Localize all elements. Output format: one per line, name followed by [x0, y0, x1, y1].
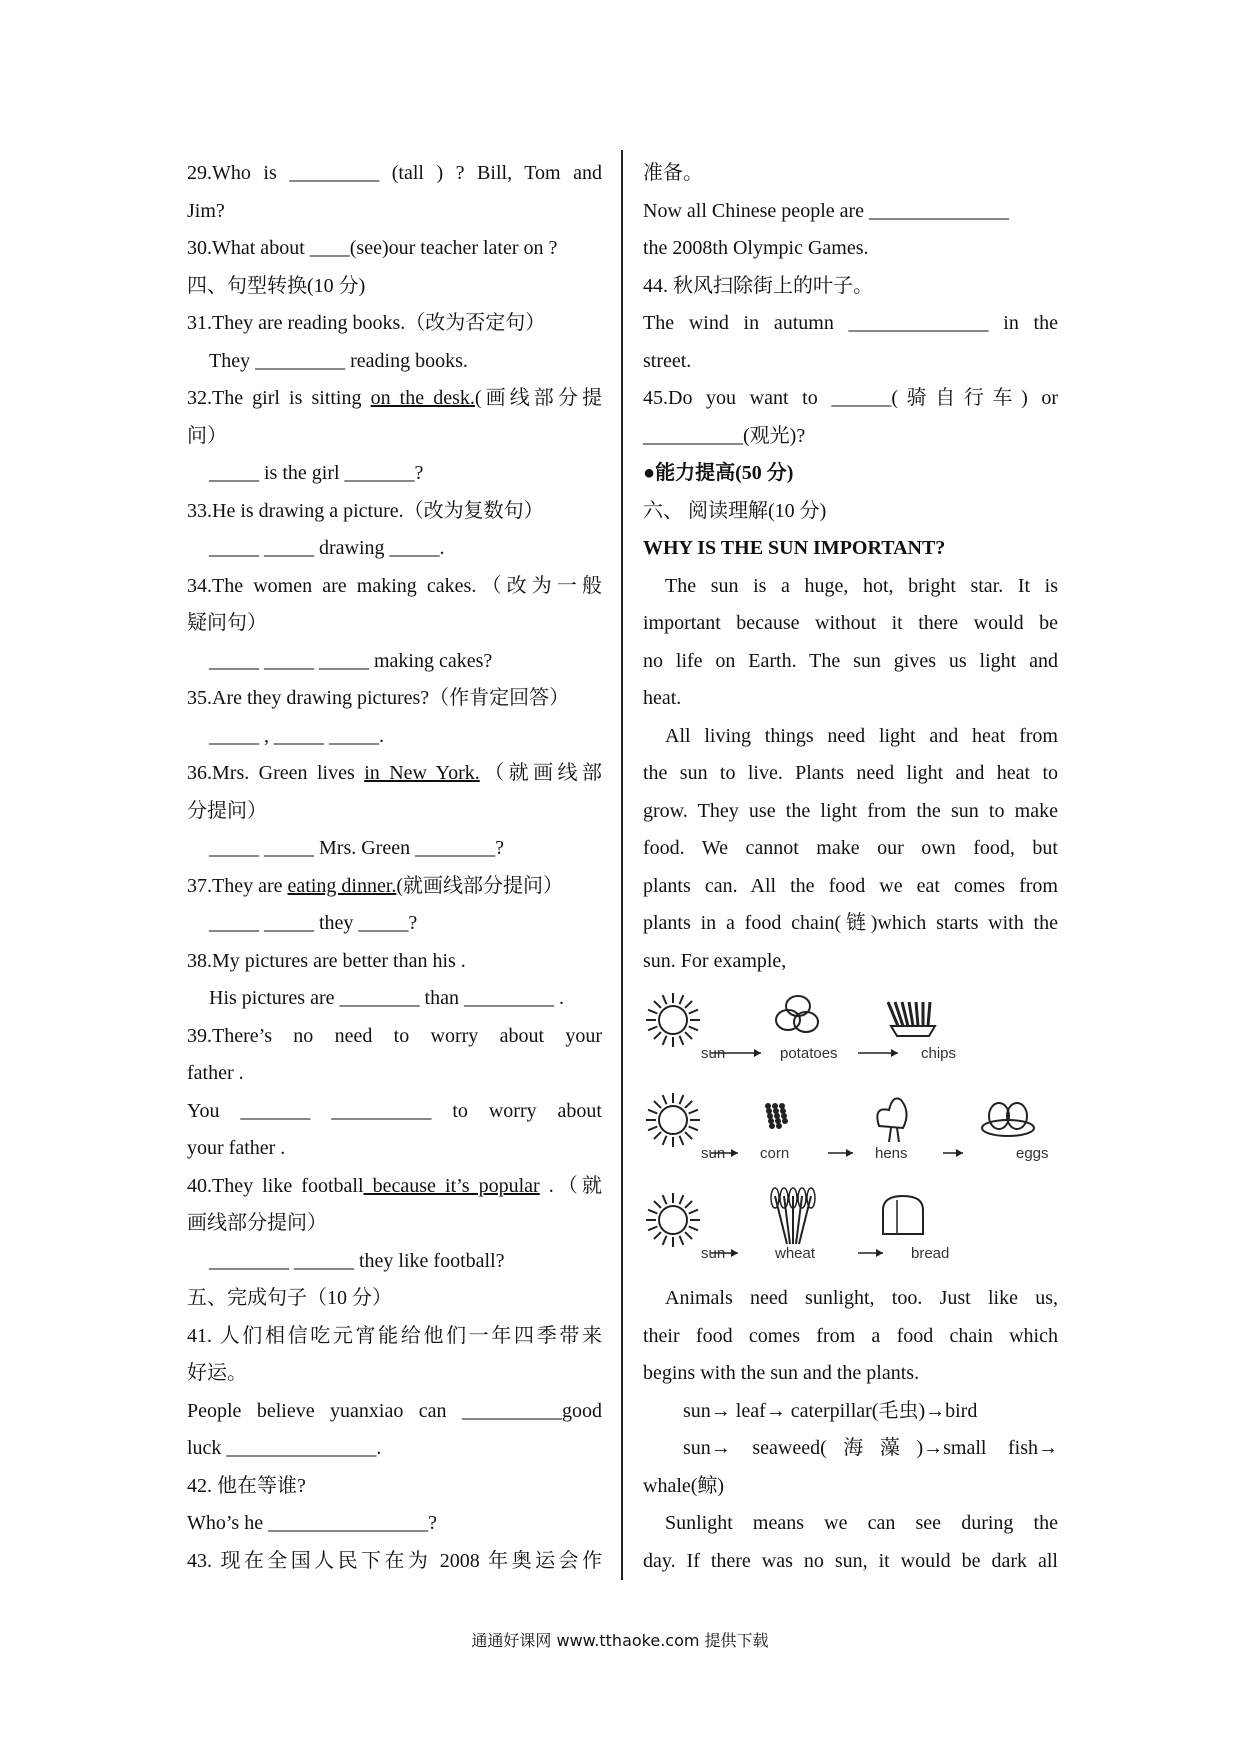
sun-icon — [646, 1093, 700, 1147]
underlined-segment: in New York. — [364, 762, 480, 784]
text-line: 30.What about ____(see)our teacher later on ? — [187, 237, 558, 259]
sun-ray — [685, 1101, 692, 1108]
sun-core — [659, 1106, 687, 1134]
text-line: His pictures are ________ than _________ . — [209, 987, 564, 1009]
food-chain-svg — [643, 980, 1058, 1280]
text-line: important because without it there would be — [643, 612, 1058, 634]
arrow-head — [891, 1049, 898, 1057]
text-line: 35.Are they drawing pictures?（作肯定回答） — [187, 687, 570, 709]
text-line: _____ _____ drawing _____. — [209, 537, 445, 559]
underlined-segment: on the desk. — [370, 387, 475, 409]
line-segment: 32.The girl is sitting — [187, 387, 371, 409]
arrow-head — [754, 1049, 761, 1057]
chain-label: chips — [921, 1045, 957, 1062]
text-line: 四、句型转换(10 分) — [187, 274, 366, 297]
sun-ray — [654, 1101, 661, 1108]
corn-kernel — [774, 1113, 780, 1119]
sun-ray — [680, 1236, 684, 1245]
hen-leg — [897, 1128, 899, 1142]
text-line: The sun is a huge, hot, bright star. It is — [665, 574, 1058, 597]
food-chain-illustration — [643, 980, 1058, 1280]
sun-ray — [689, 1110, 698, 1114]
corn-kernel — [766, 1108, 772, 1114]
chip-stick — [909, 1002, 913, 1026]
text-line: Animals need sunlight, too. Just like us, — [665, 1287, 1058, 1309]
sun-ray — [648, 1127, 657, 1131]
right-column — [643, 155, 1058, 1580]
sun-ray — [680, 1036, 684, 1045]
text-line: 38.My pictures are better than his . — [187, 949, 466, 972]
text-line: Now all Chinese people are ______________ — [643, 199, 1010, 222]
text-line: sun. For example, — [643, 949, 787, 972]
wheat-icon — [771, 1188, 815, 1244]
text-line: 31.They are reading books.（改为否定句） — [187, 312, 546, 334]
corn-kernel — [768, 1118, 774, 1124]
sun-ray — [663, 995, 667, 1004]
arrow-head — [876, 1249, 883, 1257]
chain-label: wheat — [775, 1245, 816, 1262]
sun-ray — [685, 1132, 692, 1139]
text-line — [187, 755, 602, 793]
chain-label: sun — [701, 1145, 726, 1162]
chain-label: eggs — [1016, 1145, 1049, 1162]
text-line: sun→ leaf→ caterpillar(毛虫)→bird — [683, 1399, 978, 1422]
text-line: the 2008th Olympic Games. — [643, 237, 869, 259]
text-line: 疑问句） — [187, 612, 267, 634]
text-line — [187, 380, 602, 418]
text-line: 41. 人们相信吃元宵能给他们一年四季带来 — [187, 1324, 602, 1347]
arrow-head — [956, 1149, 963, 1157]
text-line: 42. 他在等谁? — [187, 1474, 306, 1497]
chain-label: hens — [875, 1145, 908, 1162]
sun-icon — [646, 993, 700, 1047]
corn-kernel — [772, 1103, 778, 1109]
eggs-icon — [982, 1103, 1034, 1136]
text-line: They _________ reading books. — [209, 349, 468, 372]
corn-kernel — [782, 1118, 788, 1124]
sun-ray — [685, 1032, 692, 1039]
food-chain-row — [646, 1093, 1049, 1162]
left-column — [187, 155, 602, 1580]
chain-label: corn — [760, 1145, 790, 1162]
sun-ray — [663, 1136, 667, 1145]
line-segment: 37.They are — [187, 874, 288, 897]
text-line: ●能力提高(50 分) — [643, 462, 794, 484]
underlined-segment: eating dinner. — [287, 874, 397, 897]
text-line: 33.He is drawing a picture.（改为复数句） — [187, 499, 544, 522]
sun-ray — [680, 1136, 684, 1145]
sun-ray — [648, 1227, 657, 1231]
sun-ray — [685, 1232, 692, 1239]
sun-ray — [689, 1027, 698, 1031]
sun-icon — [646, 1193, 700, 1247]
text-line: 分提问） — [187, 799, 267, 822]
text-line: Sunlight means we can see during the — [665, 1512, 1058, 1534]
text-line: _____ is the girl _______? — [209, 462, 424, 484]
chip-stick — [916, 1002, 918, 1026]
sun-core — [659, 1206, 687, 1234]
right-top-text — [643, 155, 1058, 980]
right-bottom-text — [643, 1280, 1058, 1580]
text-line: You _______ __________ to worry about — [187, 1099, 602, 1122]
text-line: food. We cannot make our own food, but — [643, 837, 1058, 859]
sun-ray — [689, 1010, 698, 1014]
line-segment: (画线部分提 — [474, 387, 602, 409]
text-line: The wind in autumn ______________ in the — [643, 312, 1058, 334]
text-line: 五、完成句子（10 分） — [187, 1287, 392, 1309]
arrow-icon — [828, 1149, 853, 1157]
text-line: All living things need light and heat from — [665, 724, 1058, 747]
text-line: __________(观光)? — [643, 424, 806, 447]
sun-ray — [663, 1195, 667, 1204]
sun-ray — [680, 1095, 684, 1104]
underlined-segment: because it’s popular — [363, 1174, 540, 1197]
line-segment: (就画线部分提问） — [396, 874, 564, 897]
text-line: 问） — [187, 424, 227, 447]
hens-icon — [877, 1098, 906, 1142]
text-line: 29.Who is _________ (tall ) ? Bill, Tom and — [187, 162, 602, 184]
text-line: Jim? — [187, 199, 225, 222]
text-line: _____ _____ _____ making cakes? — [209, 649, 493, 672]
arrow-head — [846, 1149, 853, 1157]
corn-kernel — [780, 1108, 786, 1114]
sun-ray — [648, 1010, 657, 1014]
sun-ray — [654, 1201, 661, 1208]
sun-ray — [685, 1201, 692, 1208]
text-line: WHY IS THE SUN IMPORTANT? — [643, 537, 946, 559]
bread-icon — [883, 1196, 923, 1234]
sun-core — [659, 1006, 687, 1034]
column-divider — [621, 150, 623, 1580]
chain-label: potatoes — [780, 1045, 838, 1062]
corn-kernel — [781, 1113, 787, 1119]
text-line: luck _______________. — [187, 1437, 382, 1459]
text-line: Who’s he ________________? — [187, 1512, 437, 1534]
text-line: _____ _____ they _____? — [209, 912, 418, 934]
corn-kernel — [776, 1123, 782, 1129]
text-line: the sun to live. Plants need light and heat to — [643, 762, 1058, 784]
arrow-head — [731, 1149, 738, 1157]
sun-ray — [689, 1210, 698, 1214]
sun-ray — [654, 1232, 661, 1239]
hen-leg — [889, 1128, 891, 1142]
bread-loaf — [883, 1196, 923, 1234]
line-segment: 36.Mrs. Green lives — [187, 762, 365, 784]
text-line: 39.There’s no need to worry about your — [187, 1024, 602, 1047]
text-line: day. If there was no sun, it would be dark all — [643, 1549, 1058, 1572]
chain-label: sun — [701, 1045, 726, 1062]
chip-stick — [928, 1002, 930, 1026]
line-segment: （就画线部 — [479, 762, 603, 784]
arrow-head — [731, 1249, 738, 1257]
corn-kernel — [767, 1113, 773, 1119]
chips-tray — [891, 1026, 935, 1036]
text-line: heat. — [643, 687, 682, 709]
text-line: street. — [643, 349, 692, 372]
sun-ray — [648, 1027, 657, 1031]
chips-icon — [888, 1002, 935, 1036]
text-line — [187, 1168, 602, 1206]
sun-ray — [680, 995, 684, 1004]
text-line: your father . — [187, 1137, 286, 1159]
arrow-icon — [858, 1049, 898, 1057]
hen-body — [877, 1098, 906, 1128]
text-line: People believe yuanxiao can __________good — [187, 1399, 602, 1422]
sun-ray — [663, 1095, 667, 1104]
food-chain-row — [646, 993, 956, 1062]
text-line: 好运。 — [187, 1362, 247, 1384]
arrow-icon — [858, 1249, 883, 1257]
sun-ray — [648, 1210, 657, 1214]
text-line: plants in a food chain(链)which starts with the — [643, 912, 1058, 934]
text-line: ________ ______ they like football? — [209, 1249, 505, 1272]
sun-ray — [680, 1195, 684, 1204]
text-line: 45.Do you want to ______(骑自行车) or — [643, 387, 1058, 409]
sun-ray — [663, 1036, 667, 1045]
text-line: 准备。 — [643, 162, 703, 184]
corn-kernel — [765, 1103, 771, 1109]
text-line: 六、 阅读理解(10 分) — [643, 499, 827, 522]
sun-ray — [663, 1236, 667, 1245]
sun-ray — [689, 1127, 698, 1131]
sun-ray — [654, 1001, 661, 1008]
text-line: _____ _____ Mrs. Green ________? — [209, 837, 504, 859]
sun-ray — [654, 1132, 661, 1139]
food-chain-row — [646, 1188, 949, 1262]
corn-kernel — [779, 1103, 785, 1109]
arrow-icon — [943, 1149, 963, 1157]
sun-ray — [689, 1227, 698, 1231]
sun-ray — [648, 1110, 657, 1114]
corn-kernel — [773, 1108, 779, 1114]
text-line: whale(鲸) — [643, 1474, 725, 1497]
text-line: sun→ seaweed(海藻)→small fish→ — [683, 1437, 1058, 1459]
corn-kernel — [775, 1118, 781, 1124]
chain-label: bread — [911, 1245, 950, 1262]
line-segment: .（就 — [539, 1174, 603, 1197]
text-line: 43. 现在全国人民下在为 2008 年奥运会作 — [187, 1549, 602, 1572]
sun-ray — [685, 1001, 692, 1008]
potatoes-icon — [776, 996, 818, 1032]
sun-ray — [654, 1032, 661, 1039]
text-line — [187, 868, 602, 906]
text-line: 画线部分提问） — [187, 1212, 327, 1234]
text-line: 34.The women are making cakes.（改为一般 — [187, 574, 602, 597]
text-line: no life on Earth. The sun gives us light and — [643, 649, 1058, 672]
text-line: grow. They use the light from the sun to make — [643, 799, 1058, 822]
corn-kernel — [769, 1123, 775, 1129]
chain-label: sun — [701, 1245, 726, 1262]
text-line: 44. 秋风扫除街上的叶子。 — [643, 274, 873, 297]
text-line: _____ , _____ _____. — [209, 724, 384, 747]
text-line: father . — [187, 1062, 244, 1084]
corn-icon — [765, 1103, 788, 1129]
text-line: begins with the sun and the plants. — [643, 1362, 920, 1384]
text-line: their food comes from a food chain which — [643, 1324, 1058, 1347]
footer-credit: 通通好课网 www.tthaoke.com 提供下载 — [471, 1631, 769, 1650]
text-line: plants can. All the food we eat comes from — [643, 874, 1058, 897]
line-segment: 40.They like football — [187, 1174, 364, 1197]
